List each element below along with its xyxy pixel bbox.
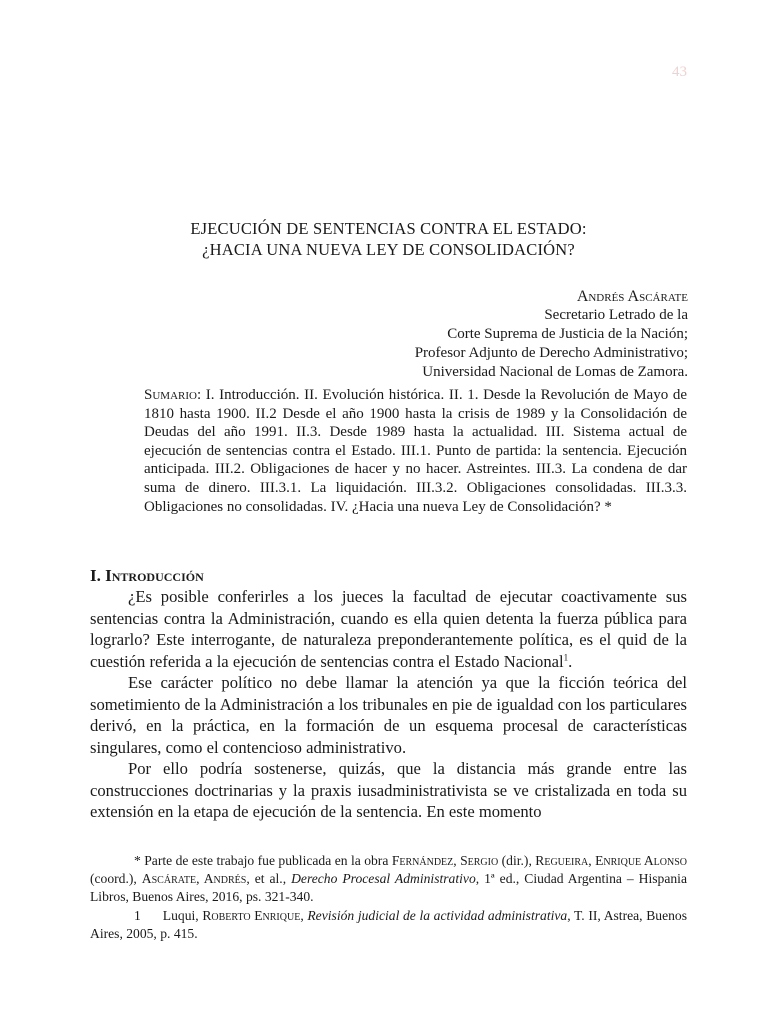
footnote-text: , <box>300 907 308 923</box>
footnotes <box>90 852 687 943</box>
author-affiliation: Secretario Letrado de la <box>544 307 688 323</box>
paragraph-text: . <box>568 651 573 671</box>
footnote-reference[interactable]: 1 <box>563 651 569 662</box>
body-text <box>90 586 687 823</box>
paragraph: Por ello podría sostenerse, quizás, que la distancia más grande entre las construcciones doctrinarias y la praxis iusadministrativista se ve cristalizada en toda su extensión en la etapa de ejecución de la sentencia. En este momento <box>90 759 687 821</box>
author-block <box>415 287 688 382</box>
author-affiliation: Profesor Adjunto de Derecho Administrativo; <box>414 345 688 361</box>
footnote-1 <box>90 907 687 943</box>
footnote-text: Luqui, <box>162 907 203 923</box>
article-title <box>90 218 687 260</box>
footnote-author: Roberto Enrique <box>202 907 301 923</box>
footnote-author: Ascárate, Andrés <box>141 871 247 887</box>
author-affiliation: Universidad Nacional de Lomas de Zamora. <box>422 364 688 380</box>
footnote-text: , T. II, Astrea, Buenos Aires, 2005, p. 415. <box>90 907 687 941</box>
author-affiliation: Corte Suprema de Justicia de la Nación; <box>447 326 688 342</box>
footnote-star <box>90 852 687 907</box>
footnote-work-title: Revisión judicial de la actividad administrativa <box>307 907 568 923</box>
paragraph: Ese carácter político no debe llamar la atención ya que la ficción teórica del sometimiento de la Administración a los tribunales en pie de igualdad con los particulares derivó, en la práctica, en la formación de un esquema procesal de características singulares, como el contencioso administrativo. <box>90 673 687 757</box>
paragraph-text: ¿Es posible conferirles a los jueces la facultad de ejecutar coactivamente sus sentencias contra la Administración, cuando es ella quien detenta la fuerza pública para lograrlo? Este interrogante, de naturaleza preponderantemente política, es el quid de la cuestión referida a la ejecución de sentencias contra el Estado Nacional <box>90 587 687 671</box>
footnote-author: Regueira, Enrique Alonso <box>535 853 687 868</box>
footnote-text: (dir.), <box>498 853 536 868</box>
footnote-number: 1 <box>134 907 141 923</box>
summary-block <box>144 386 687 516</box>
page-number: 43 <box>672 64 687 80</box>
footnote-text: , et al., <box>246 871 292 887</box>
footnote-text: , 1ª ed., Ciudad Argentina – Hispania Libros, Buenos Aires, 2016, ps. 321-340. <box>90 871 687 905</box>
title-line-1: EJECUCIÓN DE SENTENCIAS CONTRA EL ESTADO: <box>190 219 587 238</box>
footnote-text: * Parte de este trabajo fue publicada en la obra <box>134 853 392 868</box>
title-line-2: ¿HACIA UNA NUEVA LEY DE CONSOLIDACIÓN? <box>202 240 575 259</box>
section-heading: I. Introducción <box>90 566 204 585</box>
summary-label: Sumario <box>144 387 197 403</box>
footnote-text: (coord.), <box>90 871 142 887</box>
author-name: Andrés Ascárate <box>576 288 688 305</box>
paragraph <box>90 586 687 672</box>
footnote-work-title: Derecho Procesal Administrativo <box>291 871 476 887</box>
summary-text: : I. Introducción. II. Evolución histórica. II. 1. Desde la Revolución de Mayo de 1810 hasta 1900. II.2 Desde el año 1900 hasta la crisis de 1989 y la Consolidación de Deudas del año 1991. II.3. Desde 1989 hasta la actualidad. III. Sistema actual de ejecución de sentencias contra el Estado. III.1. Punto de partida: la sentencia. Ejecución anticipada. III.2. Obligaciones de hacer y no hacer. Astreintes. III.3. La condena de dar suma de dinero. III.3.1. La liquidación. III.3.2. Obligaciones consolidadas. III.3.3. Obligaciones no consolidadas. IV. ¿Hacia una nueva Ley de Consolidación? * <box>144 387 687 515</box>
footnote-author: Fernández, Sergio <box>391 853 499 868</box>
